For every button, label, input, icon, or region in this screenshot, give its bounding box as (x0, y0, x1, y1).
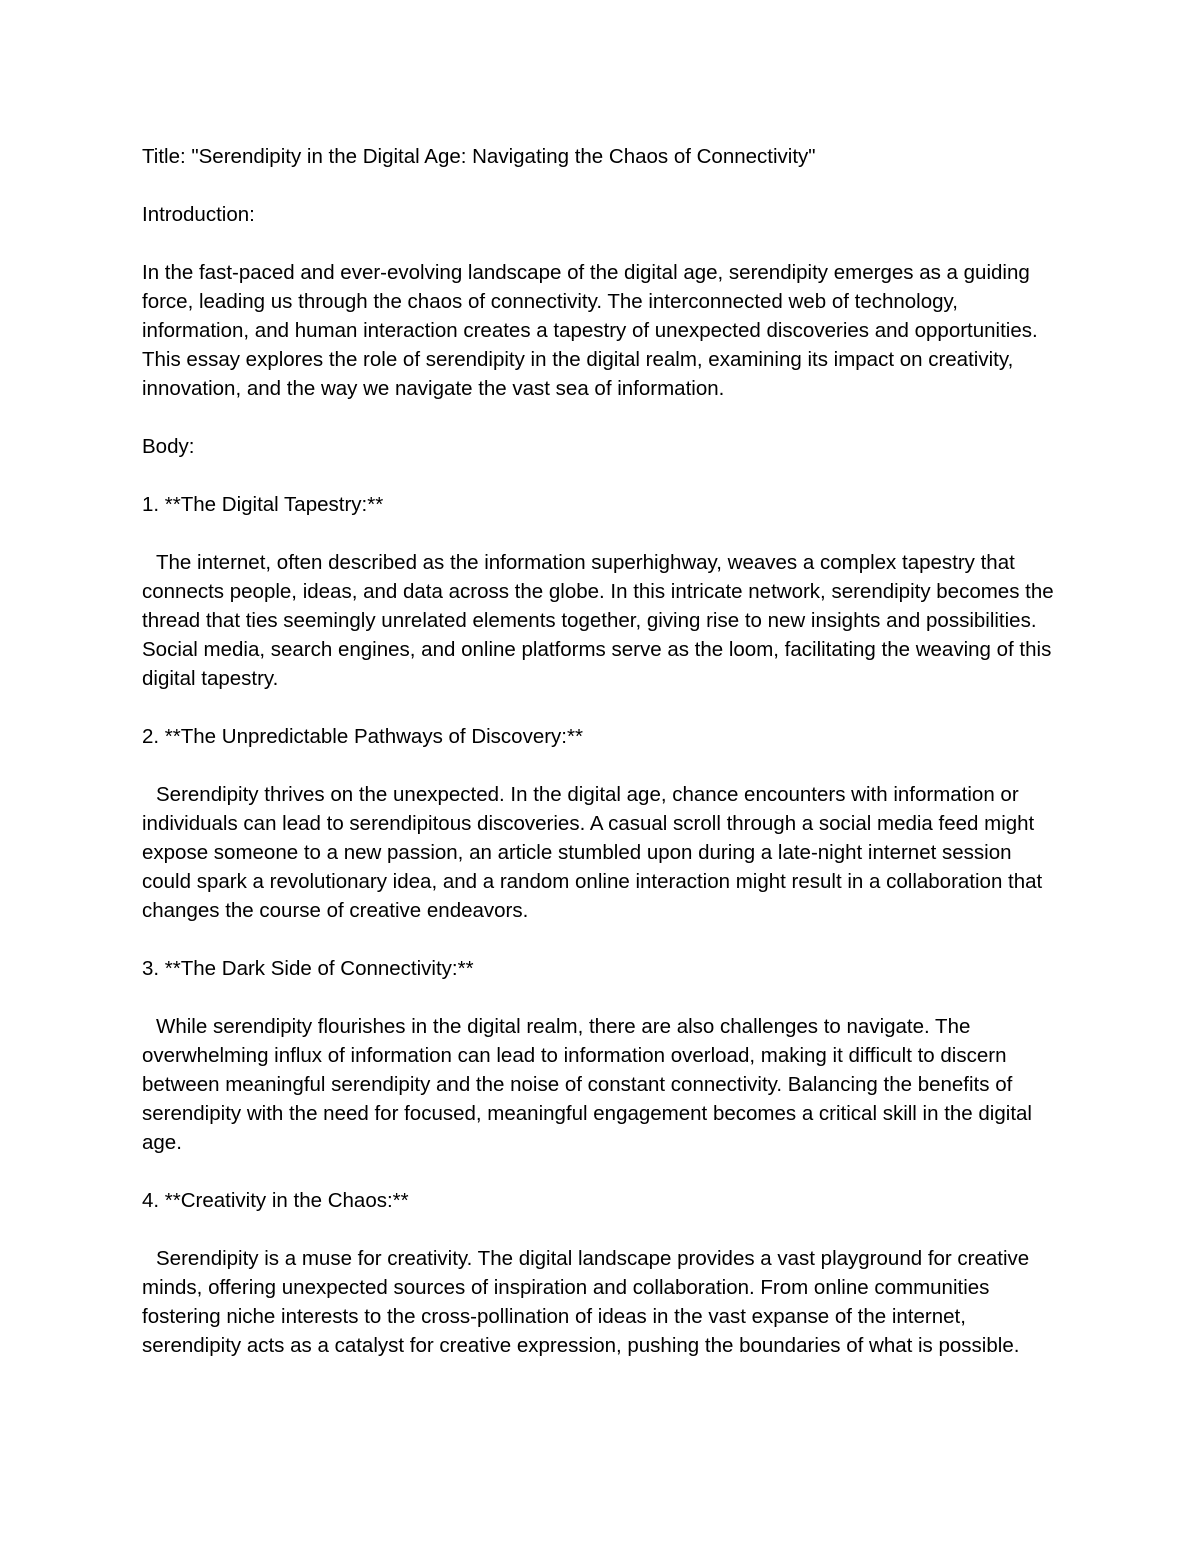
section-heading: 4. **Creativity in the Chaos:** (142, 1189, 409, 1212)
introduction-paragraph: In the fast-paced and ever-evolving landscape of the digital age, serendipity emerges as a guiding force, leading us through the chaos of connectivity. The interconnected web of technology, information, and human interaction creates a tapestry of unexpected discoveries and opportunities. This essay explores the role of serendipity in the digital realm, examining its impact on creativity, innovation, and the way we navigate the vast sea of information. (142, 261, 1044, 400)
document-title: Title: "Serendipity in the Digital Age: Navigating the Chaos of Connectivity" (142, 145, 816, 168)
section-paragraph: Serendipity is a muse for creativity. The digital landscape provides a vast playground for creative minds, offering unexpected sources of inspiration and collaboration. From online communities fostering niche interests to the cross-pollination of ideas in the vast expanse of the internet, serendipity acts as a catalyst for creative expression, pushing the boundaries of what is possible. (142, 1247, 1035, 1357)
section-paragraph: Serendipity thrives on the unexpected. In the digital age, chance encounters with information or individuals can lead to serendipitous discoveries. A casual scroll through a social media feed might expose someone to a new passion, an article stumbled upon during a late-night internet session could spark a revolutionary idea, and a random online interaction might result in a collaboration that changes the course of creative endeavors. (142, 783, 1048, 922)
section-heading: 3. **The Dark Side of Connectivity:** (142, 957, 474, 980)
section-heading: 2. **The Unpredictable Pathways of Discovery:** (142, 725, 583, 748)
introduction-heading: Introduction: (142, 203, 255, 226)
section-paragraph: While serendipity flourishes in the digital realm, there are also challenges to navigate. The overwhelming influx of information can lead to information overload, making it difficult to discern between meaningful serendipity and the noise of constant connectivity. Balancing the benefits of serendipity with the need for focused, meaningful engagement becomes a critical skill in the digital age. (142, 1015, 1038, 1154)
document-body (142, 142, 1062, 1389)
section-paragraph: The internet, often described as the information superhighway, weaves a complex tapestry that connects people, ideas, and data across the globe. In this intricate network, serendipity becomes the thread that ties seemingly unrelated elements together, giving rise to new insights and possibilities. Social media, search engines, and online platforms serve as the loom, facilitating the weaving of this digital tapestry. (142, 551, 1060, 690)
body-heading: Body: (142, 435, 195, 458)
section-heading: 1. **The Digital Tapestry:** (142, 493, 384, 516)
